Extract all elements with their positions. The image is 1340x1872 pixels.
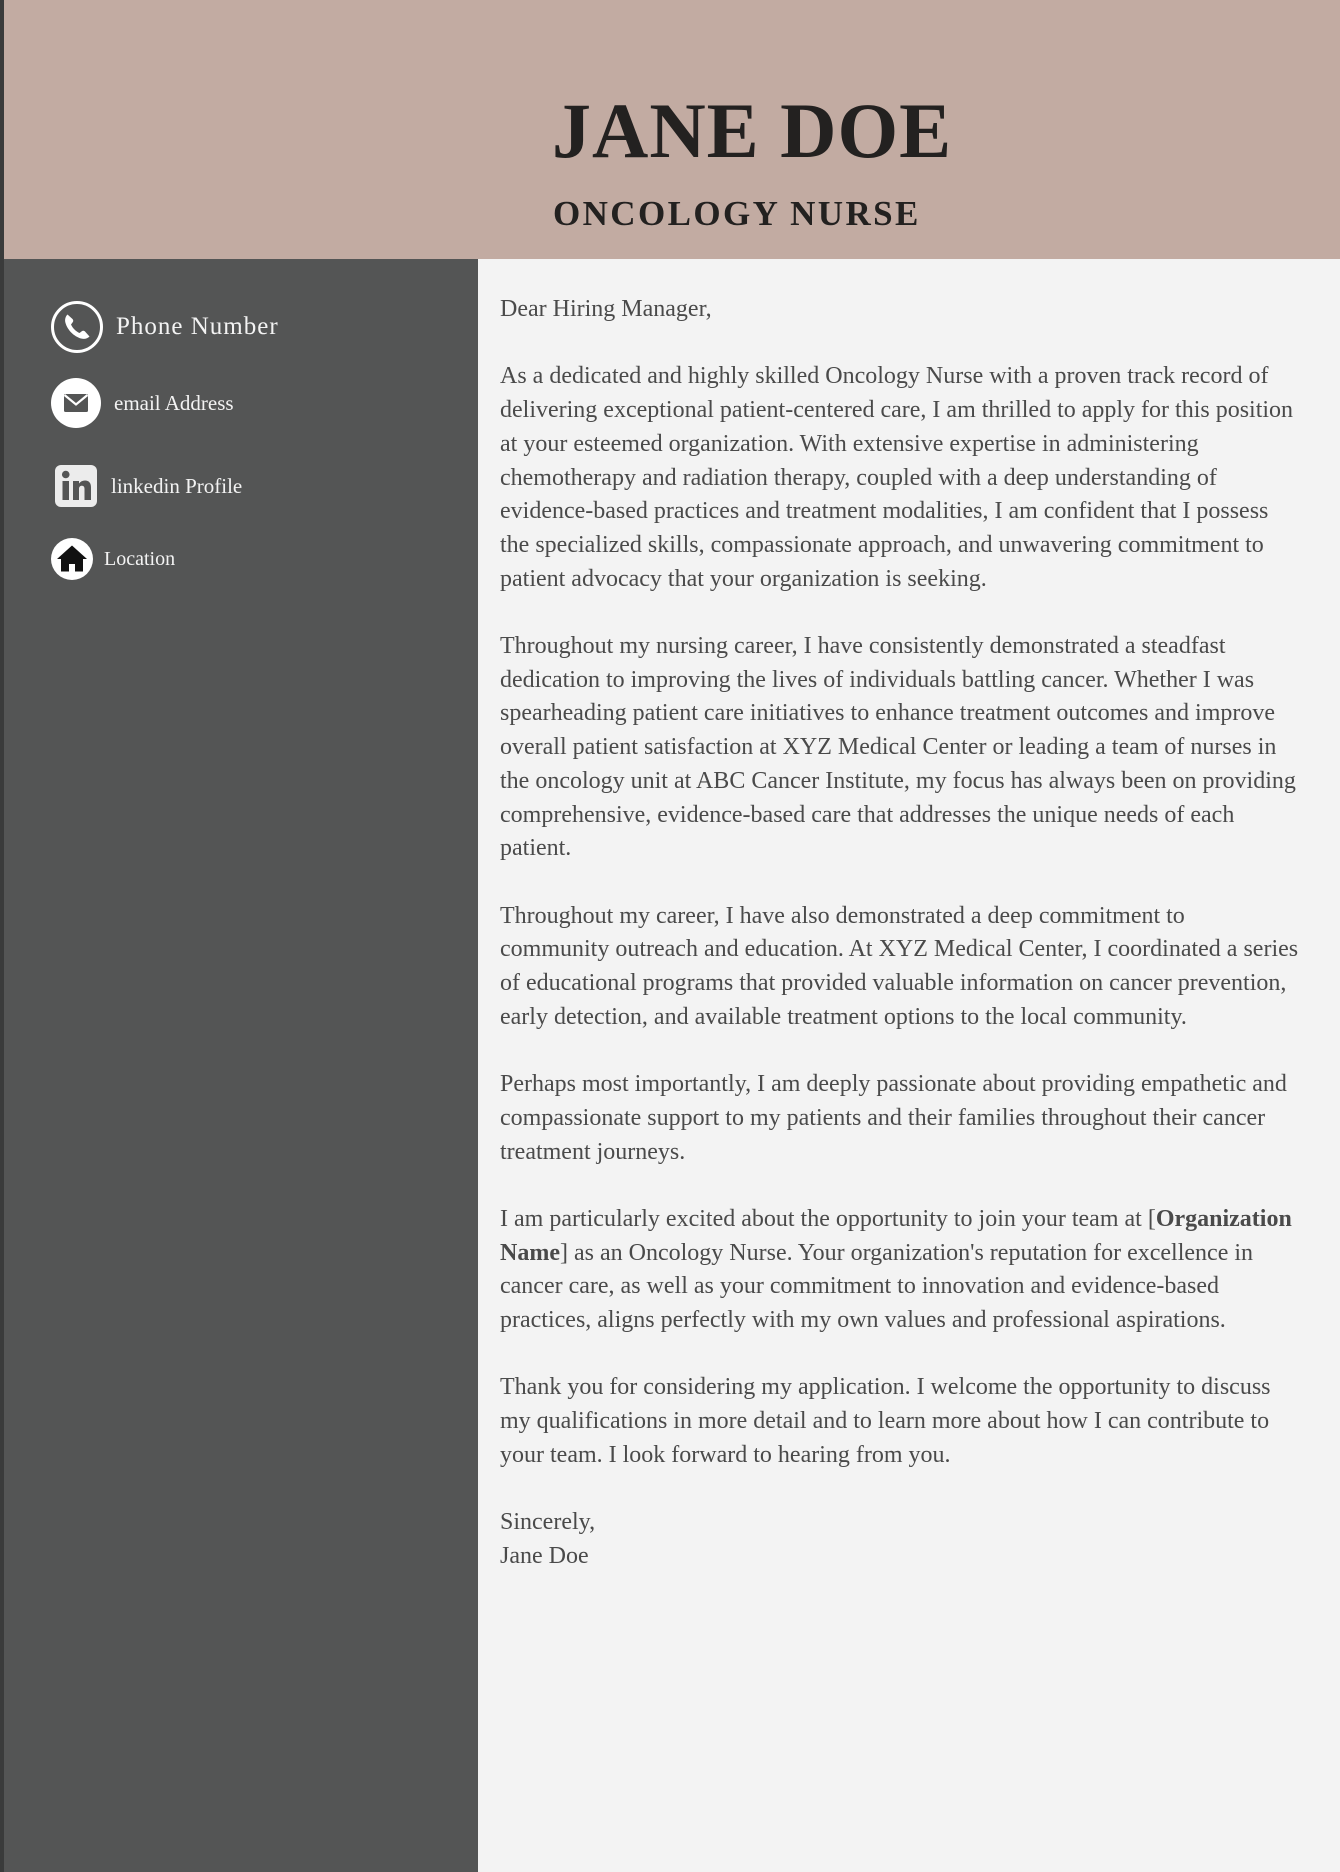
letter-panel: [478, 259, 1340, 1872]
contact-email-label: email Address: [114, 390, 234, 415]
paragraph-text: I am particularly excited about the opportunity to join your team at [: [500, 1205, 1156, 1232]
contact-linkedin-label: linkedin Profile: [111, 473, 243, 498]
paragraph-text: ] as an Oncology Nurse. Your organization's reputation for excellence in cancer care, as well as your commitment to innovation and evidence-based practices, aligns perfectly with my own values and professional aspirations.: [500, 1239, 1254, 1334]
home-icon: [50, 537, 94, 581]
letter-paragraph: [500, 1203, 1300, 1338]
email-icon: [50, 377, 102, 429]
applicant-name: JANE DOE: [552, 87, 953, 174]
job-title: ONCOLOGY NURSE: [553, 194, 921, 233]
contact-phone-label: Phone Number: [116, 313, 279, 340]
letter-paragraph: Throughout my nursing career, I have consistently demonstrated a steadfast dedication to improving the lives of individuals battling cancer. Whether I was spearheading patient care initiatives to enhance treatment outcomes and improve overall patient satisfaction at XYZ Medical Center or leading a team of nurses in the oncology unit at ABC Cancer Institute, my focus has always been on providing comprehensive, evidence-based care that addresses the unique needs of each patient.: [500, 633, 1296, 862]
signature: Jane Doe: [500, 1542, 589, 1569]
contact-location[interactable]: [50, 537, 175, 581]
contact-phone[interactable]: [50, 300, 279, 354]
contact-location-label: Location: [104, 547, 176, 570]
closing: Sincerely,: [500, 1509, 596, 1536]
organization-name-placeholder: Organization Name: [500, 1205, 1292, 1266]
cover-letter-body: [500, 293, 1300, 1574]
contact-linkedin[interactable]: [54, 464, 242, 508]
linkedin-icon: [54, 464, 98, 508]
phone-icon: [50, 300, 104, 354]
salutation: Dear Hiring Manager,: [500, 296, 712, 322]
letter-paragraph: Throughout my career, I have also demonstrated a deep commitment to community outreach and education. At XYZ Medical Center, I coordinated a series of educational programs that provided valuable information on cancer prevention, early detection, and available treatment options to the local community.: [500, 902, 1299, 1030]
letter-paragraph: As a dedicated and highly skilled Oncology Nurse with a proven track record of delivering exceptional patient-centered care, I am thrilled to apply for this position at your esteemed organization. With extensive expertise in administering chemotherapy and radiation therapy, coupled with a deep understanding of evidence-based practices and treatment modalities, I am confident that I possess the specialized skills, compassionate approach, and unwavering commitment to patient advocacy that your organization is seeking.: [500, 363, 1294, 592]
contact-email[interactable]: [50, 377, 234, 429]
letter-paragraph: Perhaps most importantly, I am deeply passionate about providing empathetic and compassionate support to my patients and their families throughout their cancer treatment journeys.: [500, 1071, 1287, 1165]
letter-paragraph: Thank you for considering my application. I welcome the opportunity to discuss my qualifications in more detail and to learn more about how I can contribute to your team. I look forward to hearing from you.: [500, 1374, 1271, 1468]
